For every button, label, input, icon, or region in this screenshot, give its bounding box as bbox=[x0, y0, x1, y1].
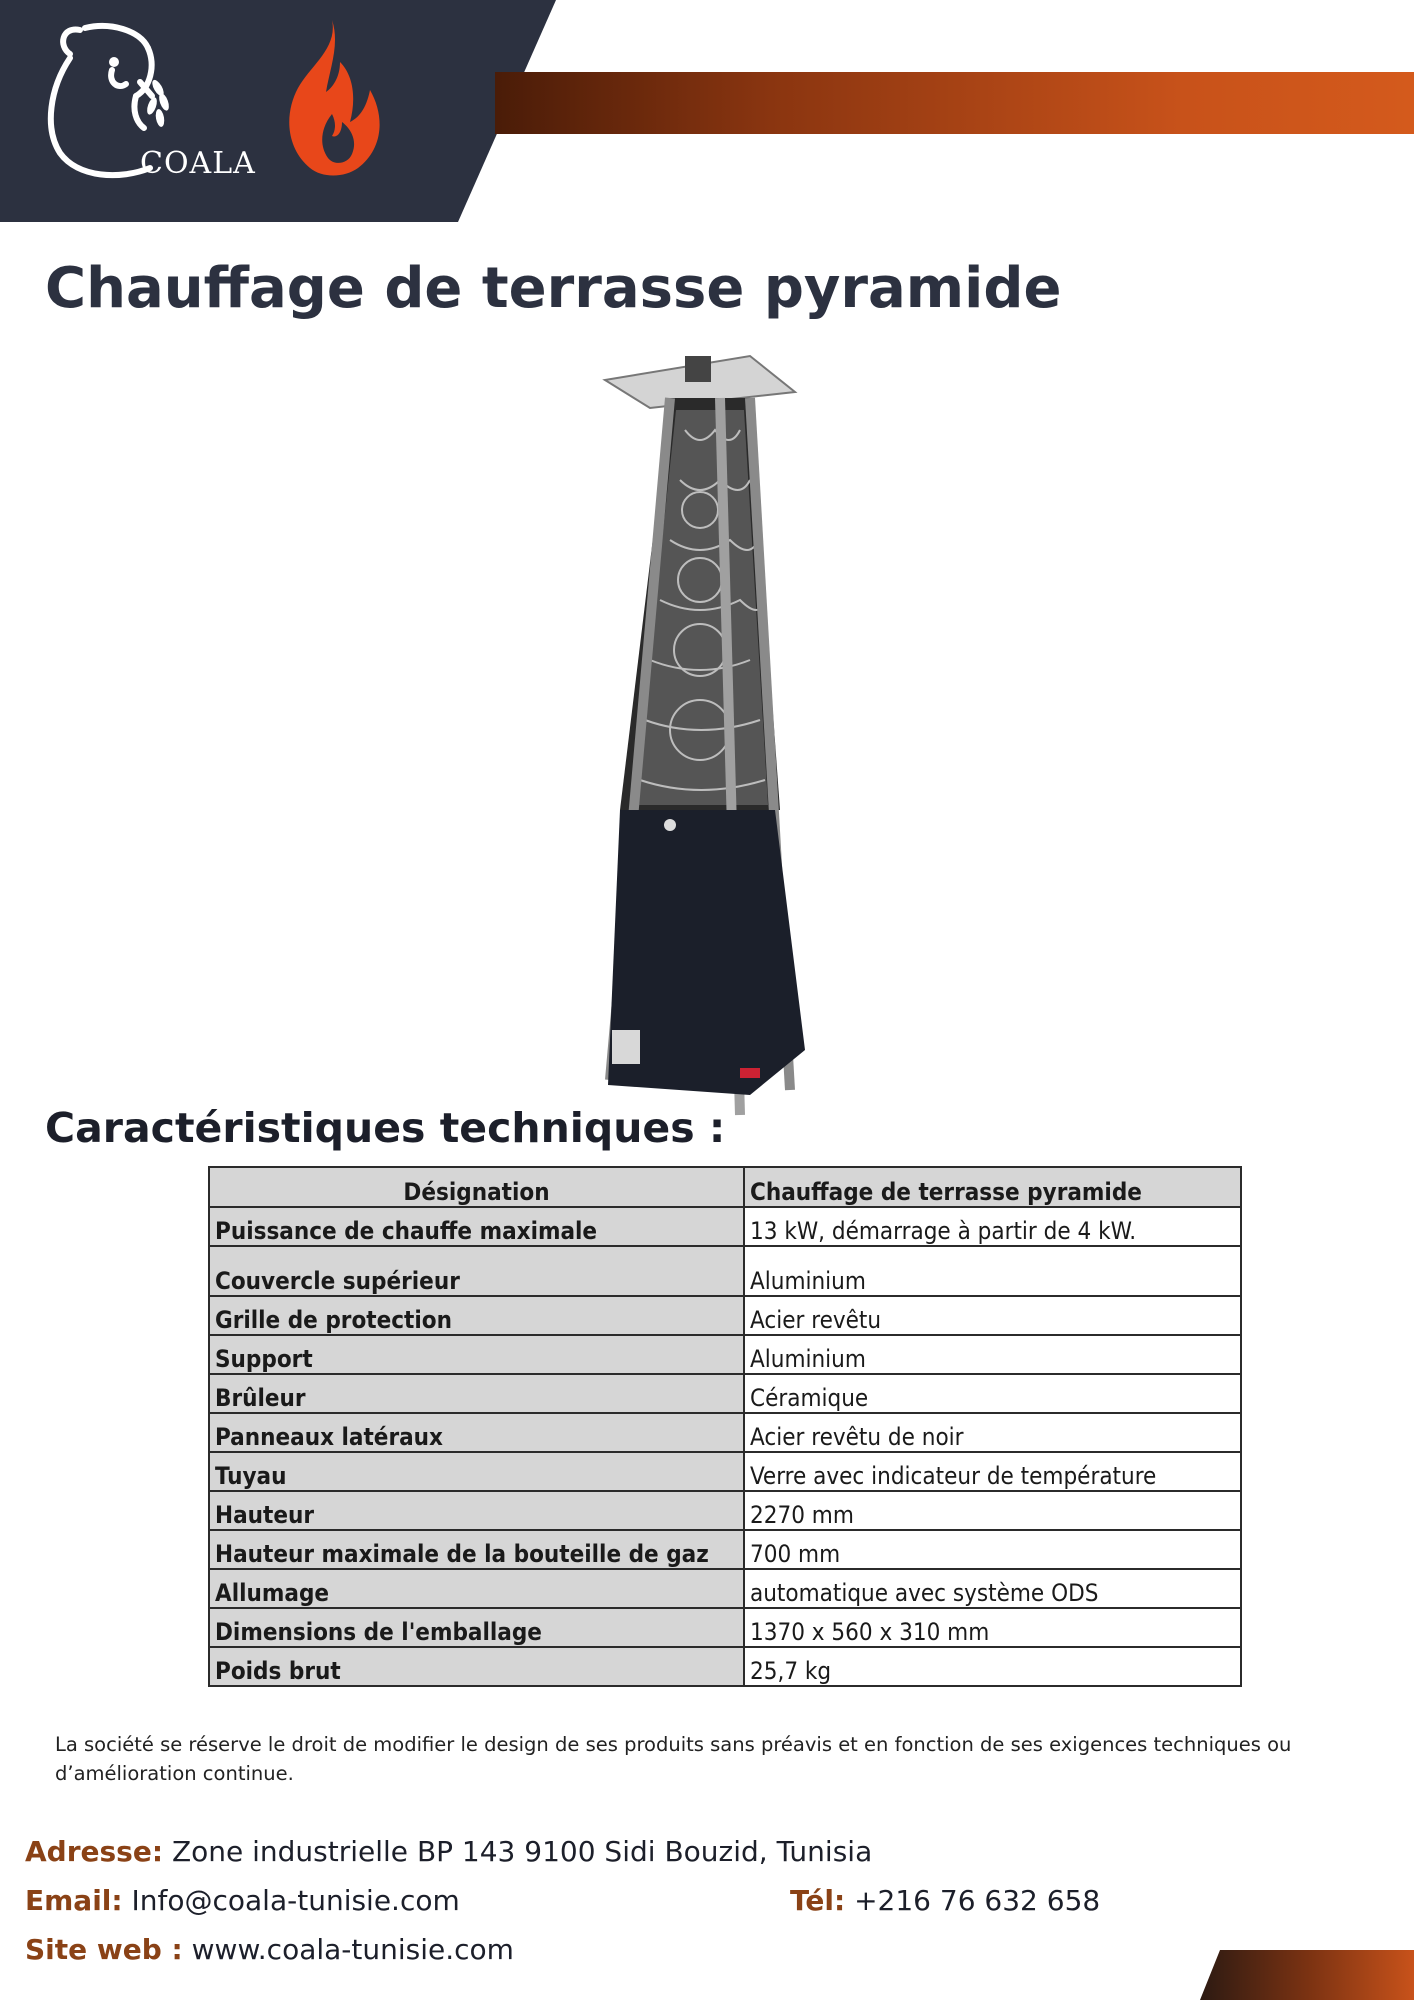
spec-value: Acier revêtu bbox=[744, 1296, 1241, 1335]
spec-label: Grille de protection bbox=[209, 1296, 744, 1335]
table-row bbox=[209, 1452, 1241, 1491]
address-value: Zone industrielle BP 143 9100 Sidi Bouzid, Tunisia bbox=[171, 1835, 873, 1868]
table-header: Désignation bbox=[209, 1167, 744, 1207]
table-row bbox=[209, 1530, 1241, 1569]
contact-website bbox=[25, 1933, 514, 1966]
table-row bbox=[209, 1608, 1241, 1647]
phone-link[interactable]: +216 76 632 658 bbox=[854, 1884, 1101, 1917]
spec-label: Hauteur bbox=[209, 1491, 744, 1530]
flame-icon bbox=[270, 18, 395, 178]
table-row bbox=[209, 1335, 1241, 1374]
table-row bbox=[209, 1647, 1241, 1686]
table-row bbox=[209, 1413, 1241, 1452]
spec-label: Dimensions de l'emballage bbox=[209, 1608, 744, 1647]
spec-label: Hauteur maximale de la bouteille de gaz bbox=[209, 1530, 744, 1569]
contact-address bbox=[25, 1835, 872, 1868]
spec-value: Aluminium bbox=[744, 1246, 1241, 1296]
email-link[interactable]: Info@coala-tunisie.com bbox=[131, 1884, 460, 1917]
address-label: Adresse: bbox=[25, 1835, 164, 1868]
spec-value: Acier revêtu de noir bbox=[744, 1413, 1241, 1452]
brand-name: COALA bbox=[140, 146, 256, 181]
header-accent-band bbox=[495, 72, 1414, 134]
table-header-row bbox=[209, 1167, 1241, 1207]
page-title: Chauffage de terrasse pyramide bbox=[45, 256, 1062, 321]
table-row bbox=[209, 1374, 1241, 1413]
specifications-table bbox=[208, 1166, 1242, 1687]
spec-label: Allumage bbox=[209, 1569, 744, 1608]
contact-email bbox=[25, 1884, 460, 1917]
table-row bbox=[209, 1491, 1241, 1530]
spec-value: 25,7 kg bbox=[744, 1647, 1241, 1686]
spec-label: Panneaux latéraux bbox=[209, 1413, 744, 1452]
spec-label: Couvercle supérieur bbox=[209, 1246, 744, 1296]
footer-accent-corner bbox=[1200, 1950, 1414, 2000]
spec-label: Poids brut bbox=[209, 1647, 744, 1686]
table-row bbox=[209, 1207, 1241, 1246]
table-row bbox=[209, 1296, 1241, 1335]
spec-label: Tuyau bbox=[209, 1452, 744, 1491]
table-row bbox=[209, 1569, 1241, 1608]
spec-value: 1370 x 560 x 310 mm bbox=[744, 1608, 1241, 1647]
table-header: Chauffage de terrasse pyramide bbox=[744, 1167, 1241, 1207]
pyramid-heater-image bbox=[590, 350, 810, 1125]
spec-label: Brûleur bbox=[209, 1374, 744, 1413]
phone-label: Tél: bbox=[790, 1884, 846, 1917]
spec-value: 2270 mm bbox=[744, 1491, 1241, 1530]
spec-value: Aluminium bbox=[744, 1335, 1241, 1374]
table-row bbox=[209, 1246, 1241, 1296]
spec-value: 13 kW, démarrage à partir de 4 kW. bbox=[744, 1207, 1241, 1246]
email-label: Email: bbox=[25, 1884, 123, 1917]
spec-value: 700 mm bbox=[744, 1530, 1241, 1569]
spec-label: Puissance de chauffe maximale bbox=[209, 1207, 744, 1246]
contact-phone bbox=[790, 1884, 1100, 1917]
spec-value: Céramique bbox=[744, 1374, 1241, 1413]
website-label: Site web : bbox=[25, 1933, 183, 1966]
disclaimer-text: La société se réserve le droit de modifier le design de ses produits sans préavis et en fonction de ses exigences techniques ou d’amélioration continue. bbox=[55, 1733, 1292, 1785]
spec-value: Verre avec indicateur de température bbox=[744, 1452, 1241, 1491]
spec-value: automatique avec système ODS bbox=[744, 1569, 1241, 1608]
section-title: Caractéristiques techniques : bbox=[45, 1104, 726, 1152]
website-link[interactable]: www.coala-tunisie.com bbox=[191, 1933, 514, 1966]
spec-label: Support bbox=[209, 1335, 744, 1374]
